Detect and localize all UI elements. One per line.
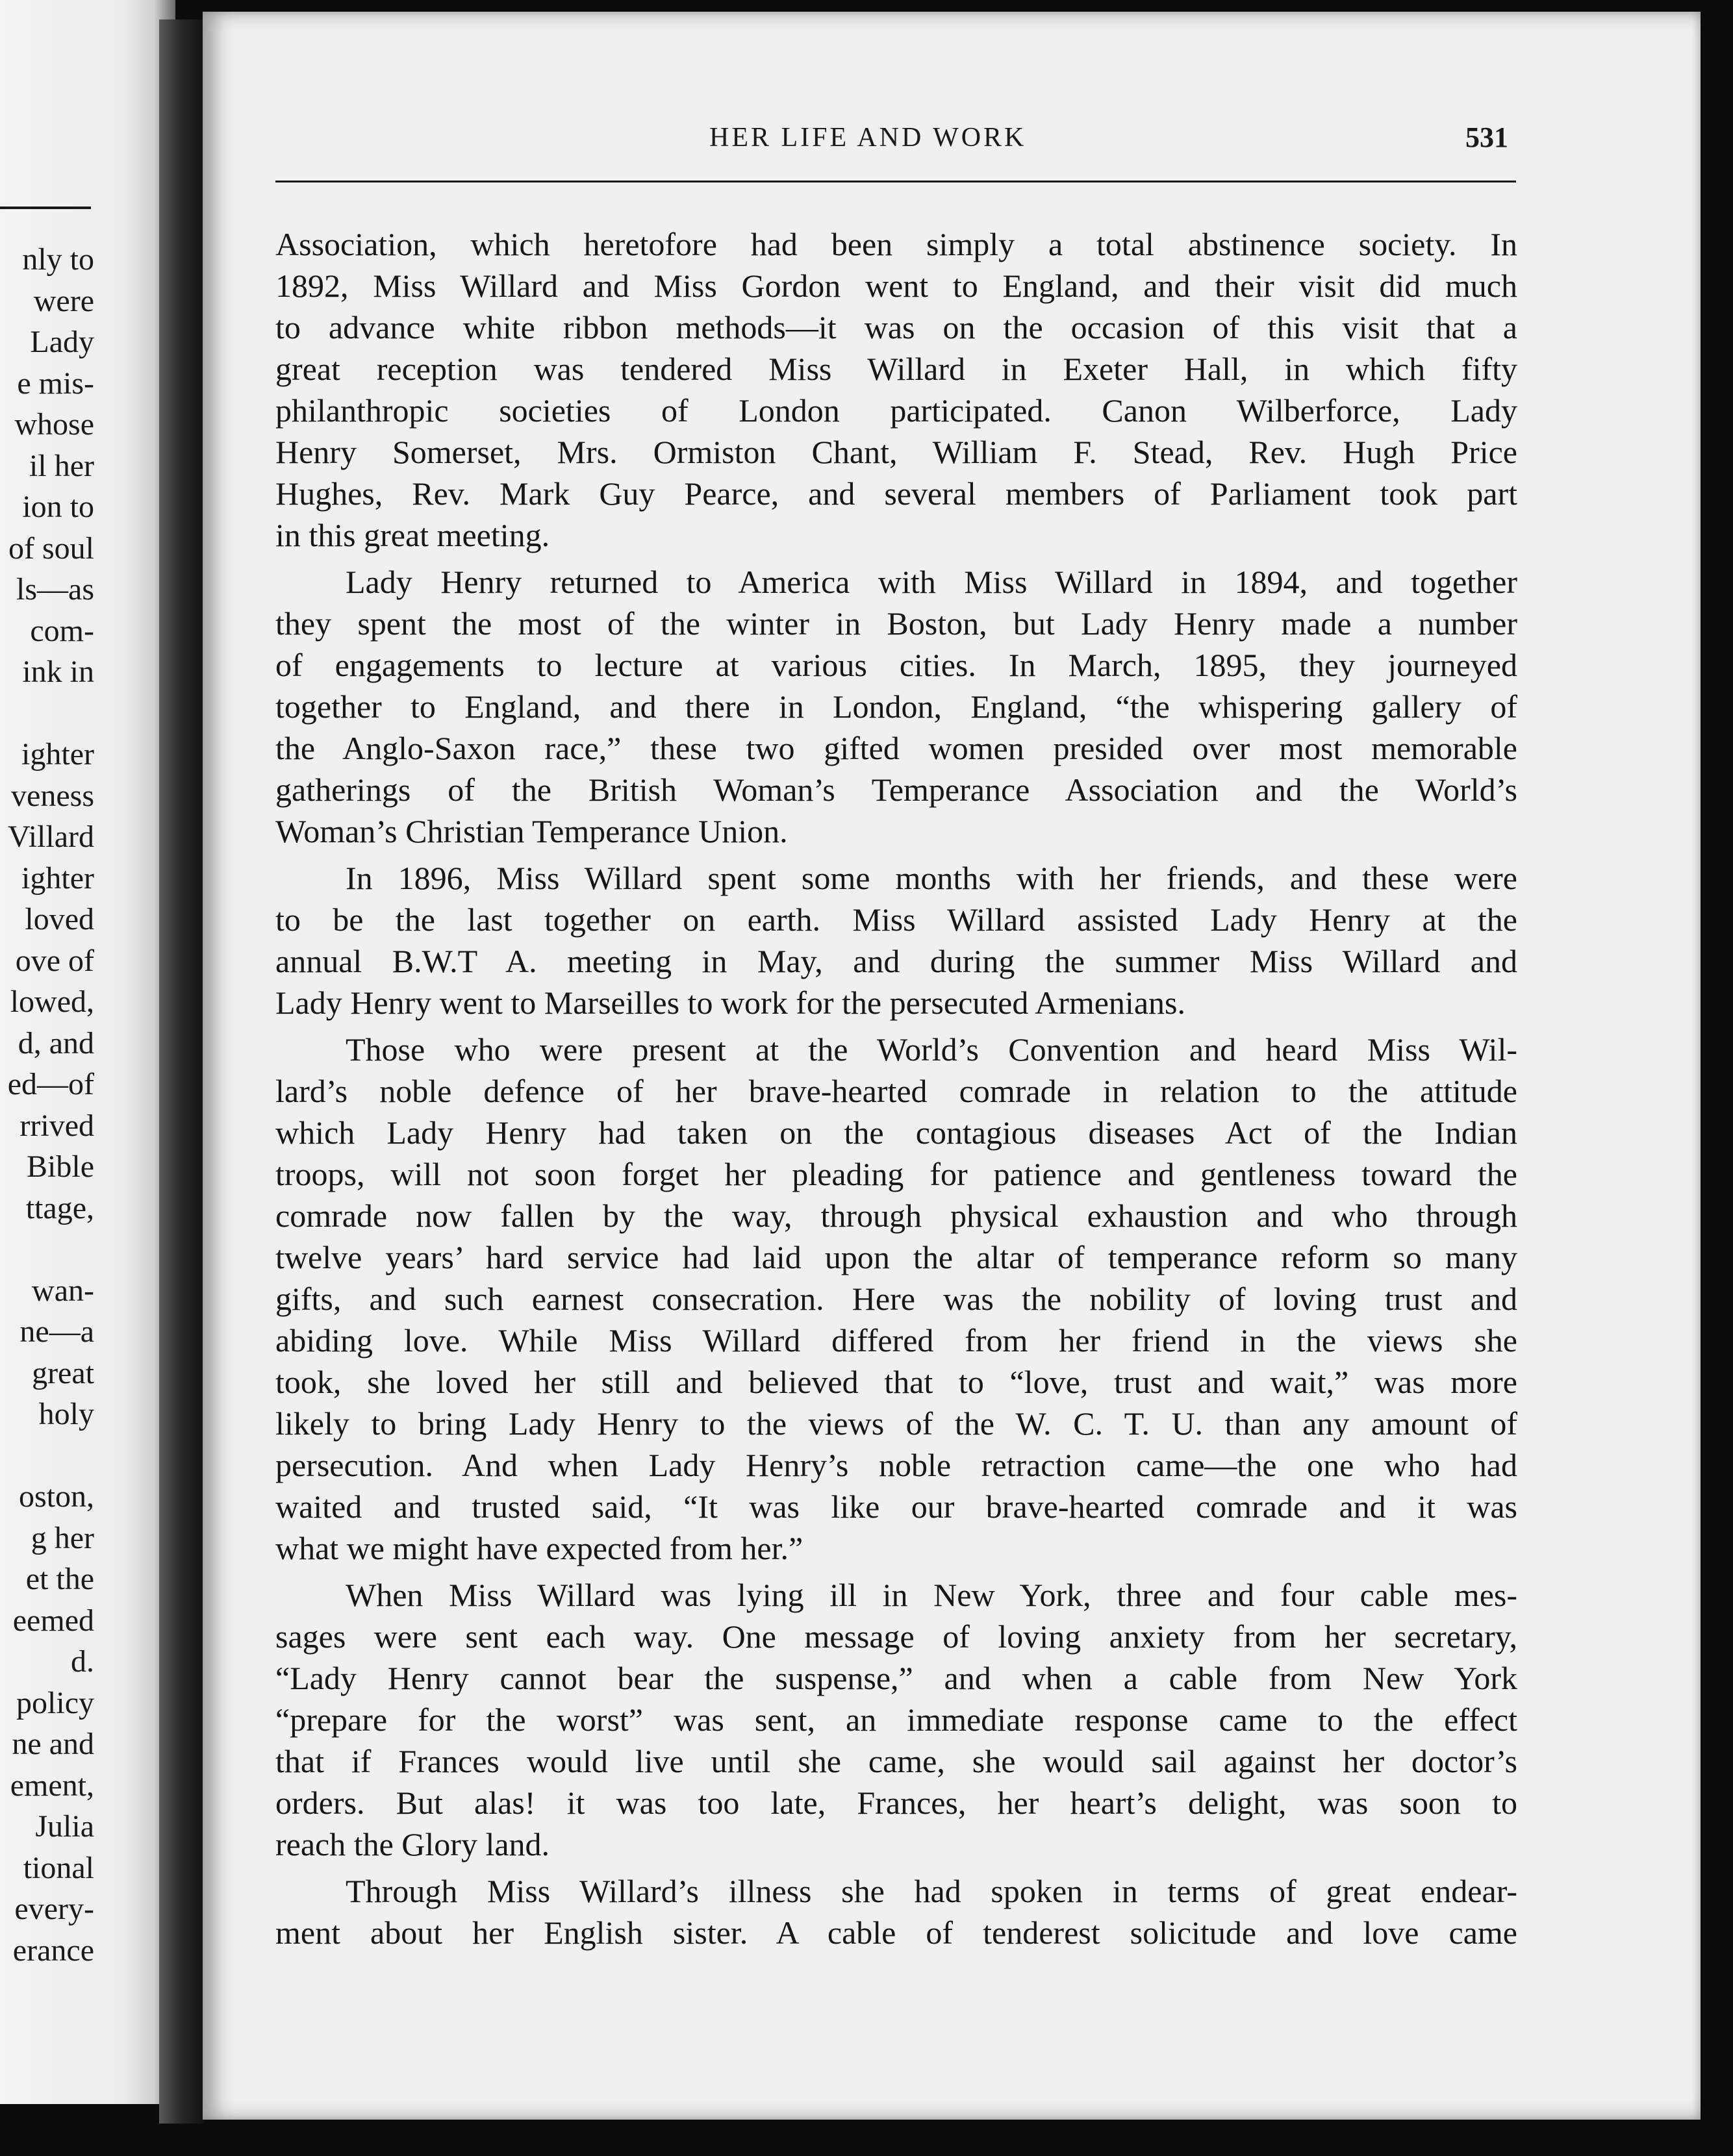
text-line: that if Frances would live until she came, she would sail against her doctor’s bbox=[275, 1743, 1517, 1779]
facing-page-line: policy bbox=[16, 1685, 94, 1720]
paragraph bbox=[275, 857, 1517, 1023]
paragraph-gap bbox=[275, 852, 1517, 857]
paragraph bbox=[275, 1029, 1517, 1569]
facing-page-line: ttage, bbox=[25, 1190, 94, 1225]
paragraph bbox=[275, 223, 1517, 556]
text-line: Lady Henry went to Marseilles to work for the persecuted Armenians. bbox=[275, 984, 1185, 1021]
text-line: together to England, and there in London, England, “the whispering gallery of bbox=[275, 688, 1517, 725]
text-line: orders. But alas! it was too late, Frances, her heart’s delight, was soon to bbox=[275, 1785, 1517, 1821]
text-line: Lady Henry returned to America with Miss Willard in 1894, and together bbox=[346, 564, 1517, 600]
text-line: gifts, and such earnest consecration. Here was the nobility of loving trust and bbox=[275, 1281, 1517, 1317]
facing-page-line: rrived bbox=[19, 1108, 94, 1143]
text-line: reach the Glory land. bbox=[275, 1826, 550, 1862]
text-line: Those who were present at the World’s Convention and heard Miss Wil- bbox=[346, 1031, 1517, 1068]
facing-page-line: ink in bbox=[22, 655, 94, 689]
text-line: they spent the most of the winter in Boston, but Lady Henry made a number bbox=[275, 605, 1517, 642]
facing-page-line: il her bbox=[29, 448, 94, 483]
running-head-title: HER LIFE AND WORK bbox=[709, 123, 1027, 153]
page-number: 531 bbox=[1465, 121, 1508, 153]
paragraph-gap bbox=[275, 556, 1517, 561]
facing-page-text bbox=[8, 239, 94, 1971]
text-line: twelve years’ hard service had laid upon the altar of temperance reform so many bbox=[275, 1239, 1517, 1275]
text-line: of engagements to lecture at various cities. In March, 1895, they journeyed bbox=[275, 647, 1517, 683]
facing-page-line: g her bbox=[31, 1520, 94, 1555]
text-line: comrade now fallen by the way, through physical exhaustion and who through bbox=[275, 1197, 1517, 1234]
facing-page-line: ighter bbox=[21, 860, 94, 896]
text-line: “prepare for the worst” was sent, an immediate response came to the effect bbox=[275, 1701, 1517, 1738]
facing-page-line: et the bbox=[25, 1562, 94, 1596]
text-line: “Lady Henry cannot bear the suspense,” and when a cable from New York bbox=[275, 1660, 1517, 1696]
facing-page-line: every- bbox=[14, 1892, 94, 1926]
text-line: Henry Somerset, Mrs. Ormiston Chant, William F. Stead, Rev. Hugh Price bbox=[275, 434, 1517, 470]
facing-page-line: lowed, bbox=[10, 984, 94, 1019]
facing-page-line: tional bbox=[23, 1850, 94, 1885]
text-line: the Anglo-Saxon race,” these two gifted women presided over most memorable bbox=[275, 730, 1517, 766]
facing-page-line: holy bbox=[38, 1397, 94, 1431]
text-line: philanthropic societies of London participated. Canon Wilberforce, Lady bbox=[275, 392, 1517, 429]
facing-page-line: ne and bbox=[12, 1727, 94, 1761]
facing-page-line bbox=[8, 1435, 94, 1477]
facing-page-line: com- bbox=[30, 613, 94, 648]
paragraph bbox=[275, 1870, 1517, 1953]
facing-page-line: d. bbox=[71, 1644, 94, 1679]
facing-page-line: whose bbox=[14, 407, 94, 442]
facing-page bbox=[0, 0, 175, 2104]
facing-page-line: Julia bbox=[35, 1809, 94, 1844]
text-line: to advance white ribbon methods—it was on the occasion of this visit that a bbox=[275, 309, 1517, 345]
facing-page-line: Villard bbox=[7, 820, 94, 854]
text-line: gatherings of the British Woman’s Temperance Association and the World’s bbox=[275, 771, 1517, 808]
facing-page-line: ls—as bbox=[16, 572, 94, 607]
text-line: waited and trusted said, “It was like our brave-hearted comrade and it was bbox=[275, 1488, 1517, 1525]
facing-page-line: ​ were bbox=[25, 283, 94, 318]
paragraph-gap bbox=[275, 1023, 1517, 1029]
facing-page-rule bbox=[0, 207, 91, 209]
facing-page-line: great bbox=[32, 1355, 94, 1390]
facing-page-line: veness bbox=[11, 778, 94, 813]
header-rule bbox=[275, 181, 1516, 182]
facing-page-line: ed—of bbox=[7, 1067, 94, 1101]
facing-page-line: nly to bbox=[22, 242, 94, 277]
facing-page-line bbox=[8, 1229, 94, 1270]
paragraph bbox=[275, 1574, 1517, 1865]
text-line: troops, will not soon forget her pleading for patience and gentleness toward the bbox=[275, 1156, 1517, 1192]
paragraph-gap bbox=[275, 1865, 1517, 1870]
text-line: which Lady Henry had taken on the contagious diseases Act of the Indian bbox=[275, 1114, 1517, 1151]
text-line: great reception was tendered Miss Willard in Exeter Hall, in which fifty bbox=[275, 351, 1517, 387]
text-line: Association, which heretofore had been simply a total abstinence society. In bbox=[275, 226, 1517, 262]
text-line: Hughes, Rev. Mark Guy Pearce, and several members of Parliament took part bbox=[275, 475, 1517, 512]
text-line: likely to bring Lady Henry to the views of the W. C. T. U. than any amount of bbox=[275, 1405, 1517, 1442]
book-page bbox=[203, 12, 1701, 2120]
text-line: Through Miss Willard’s illness she had spoken in terms of great endear- bbox=[346, 1873, 1517, 1909]
facing-page-line: ement, bbox=[10, 1768, 94, 1803]
text-line: When Miss Willard was lying ill in New York, three and four cable mes- bbox=[346, 1577, 1517, 1613]
text-line: to be the last together on earth. Miss Willard assisted Lady Henry at the bbox=[275, 901, 1517, 938]
text-line: ment about her English sister. A cable of tenderest solicitude and love came bbox=[275, 1914, 1517, 1951]
text-line: annual B.W.T A. meeting in May, and during the summer Miss Willard and bbox=[275, 943, 1517, 979]
text-line: In 1896, Miss Willard spent some months with her friends, and these were bbox=[346, 860, 1517, 896]
facing-page-line: of soul bbox=[8, 531, 94, 566]
facing-page-line: e mis- bbox=[17, 366, 94, 401]
facing-page-line: Bible bbox=[27, 1149, 94, 1184]
text-line: took, she loved her still and believed that to “love, trust and wait,” was more bbox=[275, 1364, 1517, 1400]
facing-page-line bbox=[8, 693, 94, 734]
text-line: in this great meeting. bbox=[275, 517, 550, 553]
text-line: persecution. And when Lady Henry’s noble retraction came—the one who had bbox=[275, 1447, 1517, 1483]
facing-page-line: Lady bbox=[30, 325, 94, 359]
text-line: 1892, Miss Willard and Miss Gordon went to England, and their visit did much bbox=[275, 268, 1517, 304]
facing-page-line: eemed bbox=[12, 1603, 94, 1638]
facing-page-line: loved bbox=[25, 902, 94, 936]
facing-page-line: ion to bbox=[22, 490, 94, 524]
facing-page-line: oston, bbox=[18, 1479, 94, 1514]
paragraph-gap bbox=[275, 1569, 1517, 1574]
facing-page-line: erance bbox=[12, 1933, 94, 1968]
text-line: Woman’s Christian Temperance Union. bbox=[275, 813, 788, 849]
text-line: abiding love. While Miss Willard differed from her friend in the views she bbox=[275, 1322, 1517, 1359]
text-line: what we might have expected from her.” bbox=[275, 1530, 803, 1566]
body-text bbox=[275, 223, 1517, 1953]
paragraph bbox=[275, 561, 1517, 852]
facing-page-line: d, and bbox=[18, 1025, 94, 1060]
facing-page-line: ighter bbox=[21, 737, 94, 771]
book-gutter bbox=[159, 19, 205, 2124]
text-line: sages were sent each way. One message of loving anxiety from her secretary, bbox=[275, 1618, 1517, 1655]
text-line: lard’s noble defence of her brave-hearted comrade in relation to the attitude bbox=[275, 1073, 1517, 1109]
facing-page-line: ove of bbox=[15, 943, 94, 978]
facing-page-line: ne—a bbox=[19, 1314, 94, 1349]
facing-page-line: wan- bbox=[32, 1273, 94, 1308]
